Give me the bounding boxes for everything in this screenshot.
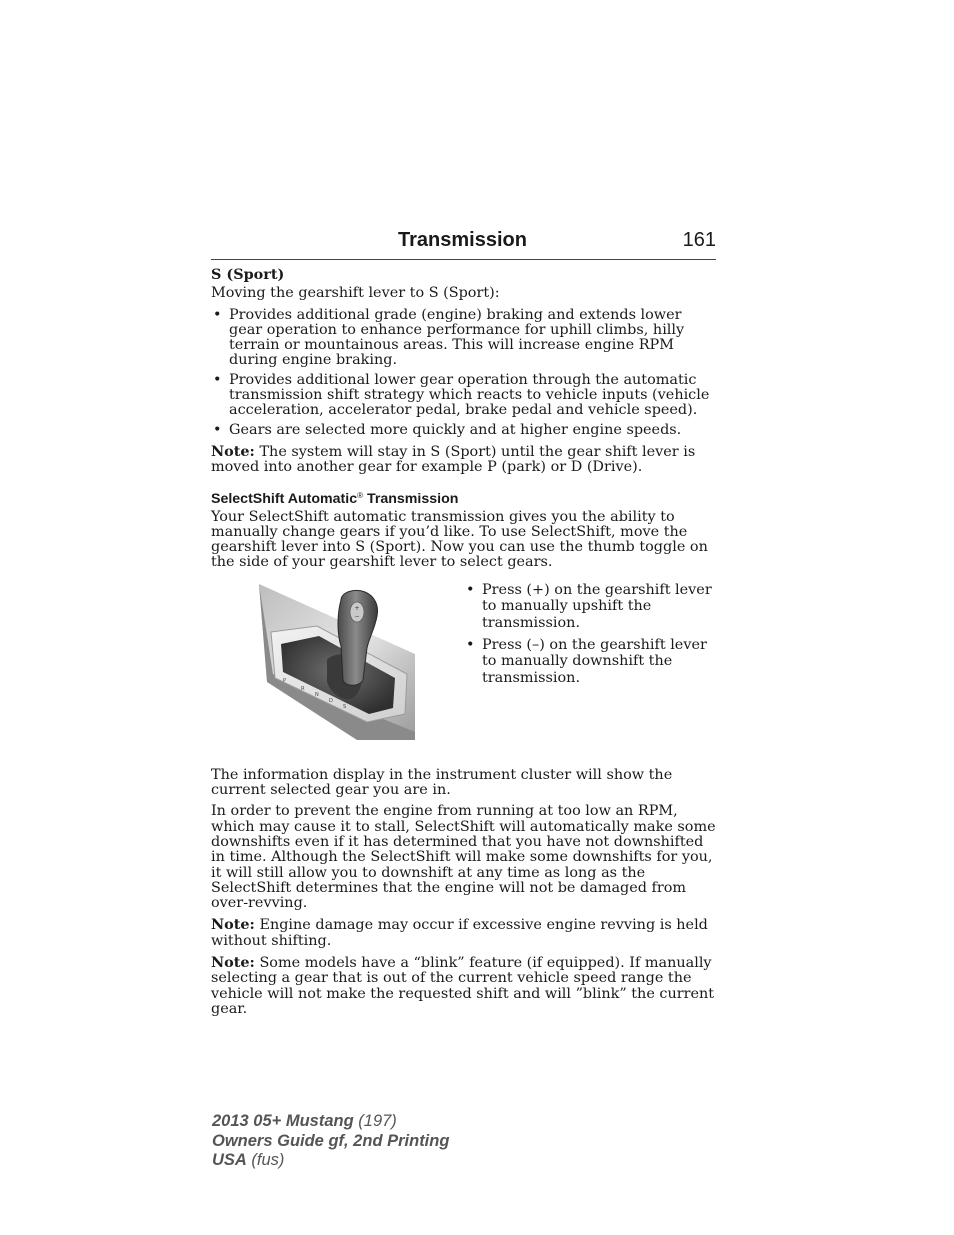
note-label: Note: [211,954,255,972]
footer-region: USA [212,1151,247,1169]
footer-guide-line [212,1132,449,1152]
gearshift-lever-illustration [257,582,415,742]
list-item-text: Gears are selected more quickly and at higher engine speeds. [229,421,682,438]
gear-letter-r: R [301,685,305,692]
sport-bullet-list [211,308,716,438]
selectshift-heading-main: SelectShift Automatic [211,490,358,507]
footer-region-code: (fus) [246,1151,285,1169]
page-footer [212,1112,449,1171]
gear-letter-p: P [283,677,287,684]
footer-model-code: (197) [353,1112,397,1130]
footer-guide: Owners Guide gf, 2nd Printing [212,1131,450,1150]
selectshift-heading [211,488,716,507]
engine-damage-note [211,917,716,949]
bullet-icon: • [213,371,222,388]
footer-region-line [212,1151,449,1171]
list-item [464,582,716,631]
list-item-text: Provides additional lower gear operation through the automatic transmission shift strategy which reacts to vehicle inputs (vehicle acceleration, accelerator pedal, brake pedal and vehicle speed). [229,371,710,419]
svg-text:−: − [354,612,360,620]
list-item [211,423,716,438]
selectshift-intro: Your SelectShift automatic transmission gives you the ability to manually change gears if you’d like. To use SelectShift, move the gearshift lever into S (Sport). Now you can use the thumb toggle on the side of your gearshift lever to select gears. [211,508,708,571]
info-display-paragraph: The information display in the instrument cluster will show the current selected gear you are in. [211,766,673,799]
bullet-icon: • [213,421,222,438]
blink-feature-note [211,955,716,1017]
page-number: 161 [682,229,716,251]
page-header [211,229,716,260]
sport-intro: Moving the gearshift lever to S (Sport): [211,285,500,302]
svg-text:+: + [354,604,360,612]
note-text: Some models have a “blink” feature (if equipped). If manually selecting a gear that is out of the current vehicle speed range the vehicle will not make the requested shift and will ”blink” the current gear. [211,955,715,1017]
note-label: Note: [211,442,255,460]
list-item [464,637,716,686]
gearshift-icon [257,582,415,742]
figure-bullet-list [464,582,716,692]
footer-model-line [212,1112,449,1132]
registered-mark: ® [357,490,364,500]
bullet-icon: • [466,636,475,653]
note-text: The system will stay in S (Sport) until the gear shift lever is moved into another gear for example P (park) or D (Drive). [211,443,696,476]
page-content [211,267,716,1023]
selectshift-heading-suffix: Transmission [363,490,459,507]
gear-letter-n: N [315,691,319,698]
gear-letter-s: S [343,703,347,710]
gear-letter-d: D [329,697,333,704]
bullet-icon: • [213,306,222,323]
note-text: Engine damage may occur if excessive engine revving is held without shifting. [211,917,708,949]
downshift-paragraph: In order to prevent the engine from running at too low an RPM, which may cause it to stall, SelectShift will automatically make some downshifts even if it has determined that you have not downshifted in time. Although the SelectShift will make some downshifts for you, it will still allow you to downshift at any time as long as the SelectShift determines that the engine will not be damaged from over-revving. [211,803,716,912]
sport-heading: S (Sport) [211,266,285,283]
figure-row [211,582,716,754]
list-item-text: Press (–) on the gearshift lever to manually downshift the transmission. [482,636,707,686]
sport-note [211,444,716,476]
note-label: Note: [211,916,255,934]
list-item [211,373,716,419]
list-item [211,308,716,369]
list-item-text: Provides additional grade (engine) braking and extends lower gear operation to enhance performance for uphill climbs, hilly terrain or mountainous areas. This will increase engine RPM during engine braking. [229,306,685,369]
bullet-icon: • [466,581,475,598]
list-item-text: Press (+) on the gearshift lever to manually upshift the transmission. [482,581,712,631]
footer-model: 2013 05+ Mustang [212,1112,354,1130]
page-title: Transmission [398,229,527,251]
